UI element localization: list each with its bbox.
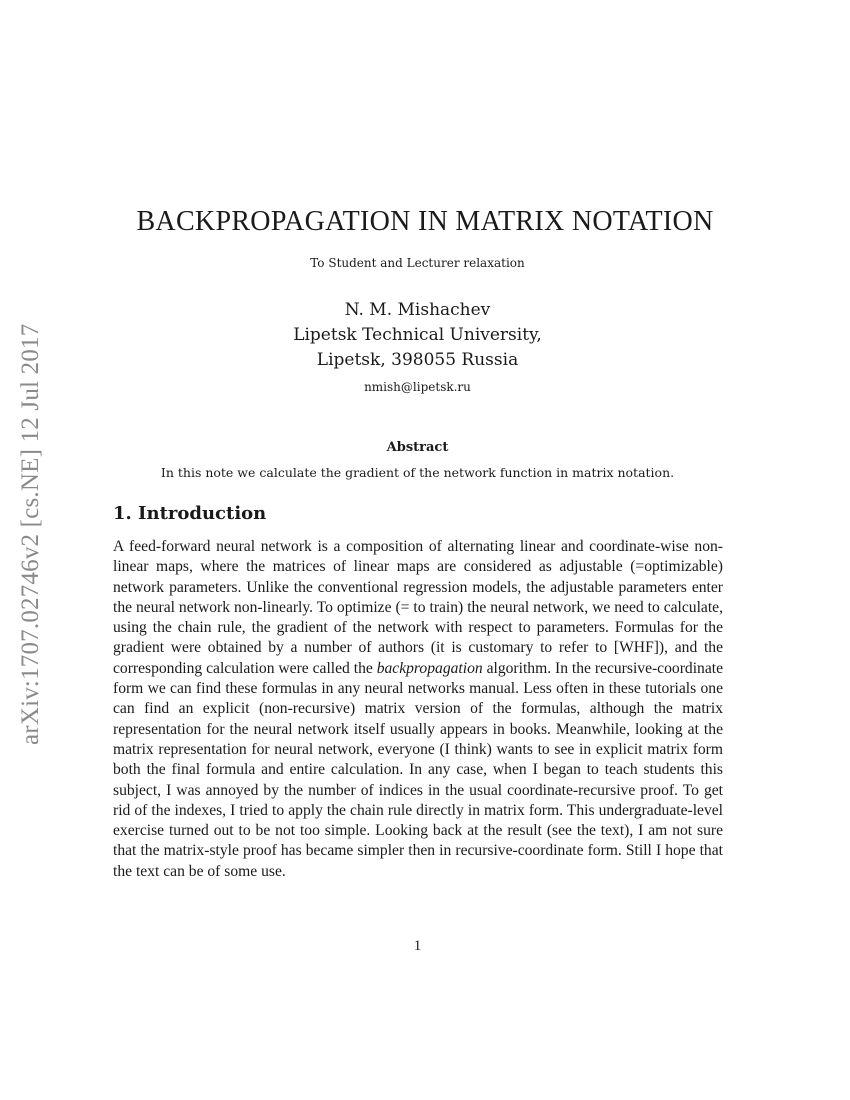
- paper-subtitle: To Student and Lecturer relaxation: [310, 256, 525, 270]
- abstract-text: In this note we calculate the gradient of the network function in matrix notation.: [160, 465, 675, 480]
- section-heading-introduction: 1. Introduction: [113, 503, 267, 524]
- author-address: Lipetsk, 398055 Russia: [316, 350, 519, 370]
- arxiv-identifier-stamp: arXiv:1707.02746v2 [cs.NE] 12 Jul 2017: [17, 323, 44, 745]
- author-block: [0, 298, 835, 373]
- page-number: 1: [413, 938, 422, 954]
- paragraph-text-start: A feed-forward neural network is a composition of alternating linear and coordinate-wise non-linear maps, where the matrices of linear maps are considered as adjustable (=optimizable) network parameters. Unlike the conventional regression models, the adjustable parameters enter the neural network non-linearly. To optimize (= to train) the neural network, we need to calculate, using the chain rule, the gradient of the network with respect to parameters. Formulas for the gradient were obtained by a number of authors (it is customary to refer to [WHF]), and the corresponding calculation were called the: [113, 538, 723, 677]
- abstract-heading: Abstract: [386, 440, 449, 455]
- author-email: nmish@lipetsk.ru: [364, 380, 471, 394]
- italic-term: backpropagation: [376, 659, 483, 677]
- author-affiliation: Lipetsk Technical University,: [293, 325, 542, 345]
- paragraph-text-end: algorithm. In the recursive-coordinate form we can find these formulas in any neural networks manual. Less often in these tutorials one can find an explicit (non-recursive) matrix version of the formulas, although the matrix representation for the neural network itself usually appears in books. Meanwhile, looking at the matrix representation for neural network, everyone (I think) wants to see in explicit matrix form both the final formula and entire calculation. In any case, when I began to teach students this subject, I was annoyed by the number of indices in the usual coordinate-recursive proof. To get rid of the indexes, I tried to apply the chain rule directly in matrix form. This undergraduate-level exercise turned out to be not too simple. Looking back at the result (see the text), I am not sure that the matrix-style proof has became simpler then in recursive-coordinate form. Still I hope that the text can be of some use.: [113, 659, 723, 880]
- paper-title: BACKPROPAGATION IN MATRIX NOTATION: [136, 206, 714, 237]
- author-name: N. M. Mishachev: [344, 300, 491, 320]
- introduction-paragraph: [113, 537, 723, 882]
